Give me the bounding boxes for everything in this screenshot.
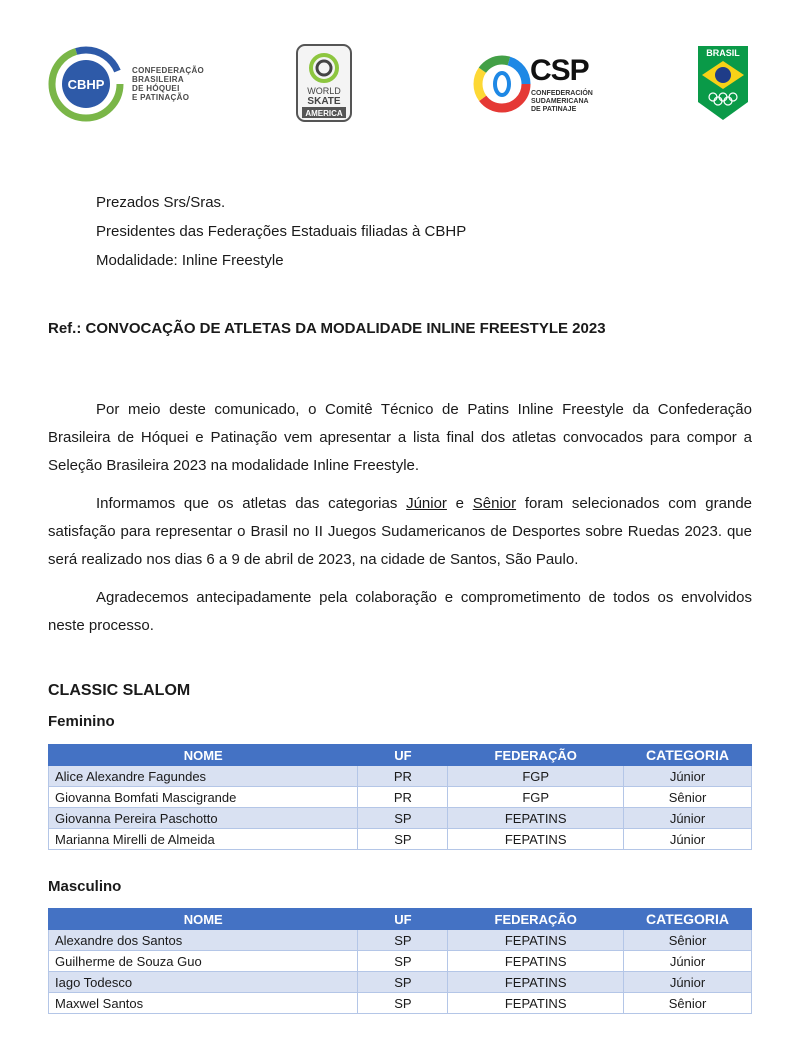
header-federacao: FEDERAÇÃO (448, 909, 624, 930)
cell-nome: Giovanna Pereira Paschotto (49, 808, 358, 829)
cbhp-line: BRASILEIRA (132, 75, 184, 84)
paragraph-intro: Por meio deste comunicado, o Comitê Técnico de Patins Inline Freestyle da Confederação Brasileira de Hóquei e Patinação vem apresentar a lista final dos atletas convocados para compor a Seleção Brasileira 2023 na modalidade Inline Freestyle. (48, 401, 752, 474)
header-uf: UF (358, 909, 448, 930)
paragraph-fragment: Informamos que os atletas das categorias (96, 495, 407, 512)
table-row (49, 951, 752, 972)
cell-nome: Alice Alexandre Fagundes (49, 766, 358, 787)
cell-categoria: Júnior (624, 951, 752, 972)
underlined-senior: Sênior (472, 495, 517, 512)
table-header-row (49, 909, 752, 930)
header-uf: UF (358, 745, 448, 766)
table-row (49, 972, 752, 993)
cell-uf: PR (358, 787, 448, 808)
cbhp-emblem-icon (48, 46, 124, 122)
cell-nome: Iago Todesco (49, 972, 358, 993)
feminino-table (48, 744, 752, 850)
header-nome: NOME (49, 745, 358, 766)
cell-nome: Alexandre dos Santos (49, 930, 358, 951)
cell-federacao: FGP (448, 766, 624, 787)
table-row (49, 766, 752, 787)
letter-body (48, 396, 752, 650)
cell-categoria: Júnior (624, 766, 752, 787)
cell-nome: Guilherme de Souza Guo (49, 951, 358, 972)
table-row (49, 829, 752, 850)
address-line: Prezados Srs/Sras. (96, 194, 226, 211)
table-row (49, 808, 752, 829)
csp-line: SUDAMERICANA (531, 98, 589, 105)
csp-logo (472, 50, 592, 120)
paragraph-selection (48, 490, 752, 574)
cbhp-line: E PATINAÇÃO (132, 93, 190, 102)
csp-emblem-icon (472, 50, 532, 120)
cell-nome: Maxwel Santos (49, 993, 358, 1014)
cbhp-abbr: CBHP (67, 77, 105, 92)
brasil-olympic-logo (696, 44, 750, 122)
cell-categoria: Júnior (624, 972, 752, 993)
cbhp-logo (48, 46, 218, 122)
cell-nome: Giovanna Bomfati Mascigrande (49, 787, 358, 808)
cell-uf: SP (358, 972, 448, 993)
cbhp-line: CONFEDERAÇÃO (132, 66, 205, 75)
header-federacao: FEDERAÇÃO (448, 745, 624, 766)
ws-line: AMERICA (305, 109, 343, 118)
cell-categoria: Sênior (624, 993, 752, 1014)
cell-categoria: Sênior (624, 787, 752, 808)
cell-uf: SP (358, 993, 448, 1014)
masculino-table (48, 908, 752, 1014)
world-skate-america-logo (296, 44, 352, 122)
cell-uf: SP (358, 808, 448, 829)
section-title: CLASSIC SLALOM (48, 682, 191, 699)
cell-federacao: FEPATINS (448, 972, 624, 993)
cell-federacao: FEPATINS (448, 993, 624, 1014)
header-categoria: CATEGORIA (624, 909, 752, 930)
brasil-label: BRASIL (706, 48, 740, 58)
paragraph-fragment: e (446, 495, 473, 512)
header-categoria: CATEGORIA (624, 745, 752, 766)
cell-uf: SP (358, 951, 448, 972)
underlined-junior: Júnior (406, 495, 447, 512)
paragraph-fragment: foram selecionados com grande satisfação para representar o Brasil no II Juegos Sudamericanos de Desportes sobre Ruedas 2023. que será realizado nos dias 6 a 9 de abril de 2023, na cidade de Santos, São Paulo. (48, 495, 752, 568)
header-nome: NOME (49, 909, 358, 930)
masculino-title: Masculino (48, 878, 122, 895)
csp-line: CONFEDERACIÓN (531, 90, 593, 97)
cell-federacao: FEPATINS (448, 951, 624, 972)
cell-federacao: FEPATINS (448, 829, 624, 850)
csp-name (531, 90, 593, 114)
cell-uf: PR (358, 766, 448, 787)
cbhp-line: DE HÓQUEI (132, 84, 180, 93)
cell-categoria: Júnior (624, 829, 752, 850)
ws-line: SKATE (307, 96, 341, 107)
address-line: Modalidade: Inline Freestyle (96, 252, 284, 269)
logo-bar (0, 40, 800, 130)
table-row (49, 993, 752, 1014)
csp-line: DE PATINAJE (531, 106, 577, 113)
cell-nome: Marianna Mirelli de Almeida (49, 829, 358, 850)
ws-line: WORLD (307, 86, 341, 96)
cell-federacao: FGP (448, 787, 624, 808)
table-row (49, 787, 752, 808)
address-block (96, 188, 466, 275)
reference-line: Ref.: CONVOCAÇÃO DE ATLETAS DA MODALIDADE INLINE FREESTYLE 2023 (48, 320, 606, 337)
feminino-title: Feminino (48, 713, 115, 730)
cell-uf: SP (358, 930, 448, 951)
cell-categoria: Sênior (624, 930, 752, 951)
cell-categoria: Júnior (624, 808, 752, 829)
cell-federacao: FEPATINS (448, 930, 624, 951)
cell-uf: SP (358, 829, 448, 850)
csp-abbr: CSP (530, 54, 589, 87)
address-line: Presidentes das Federações Estaduais filiadas à CBHP (96, 223, 467, 240)
table-row (49, 930, 752, 951)
table-header-row (49, 745, 752, 766)
cbhp-name (132, 66, 204, 102)
paragraph-thanks: Agradecemos antecipadamente pela colaboração e comprometimento de todos os envolvidos neste processo. (48, 589, 752, 634)
cell-federacao: FEPATINS (448, 808, 624, 829)
